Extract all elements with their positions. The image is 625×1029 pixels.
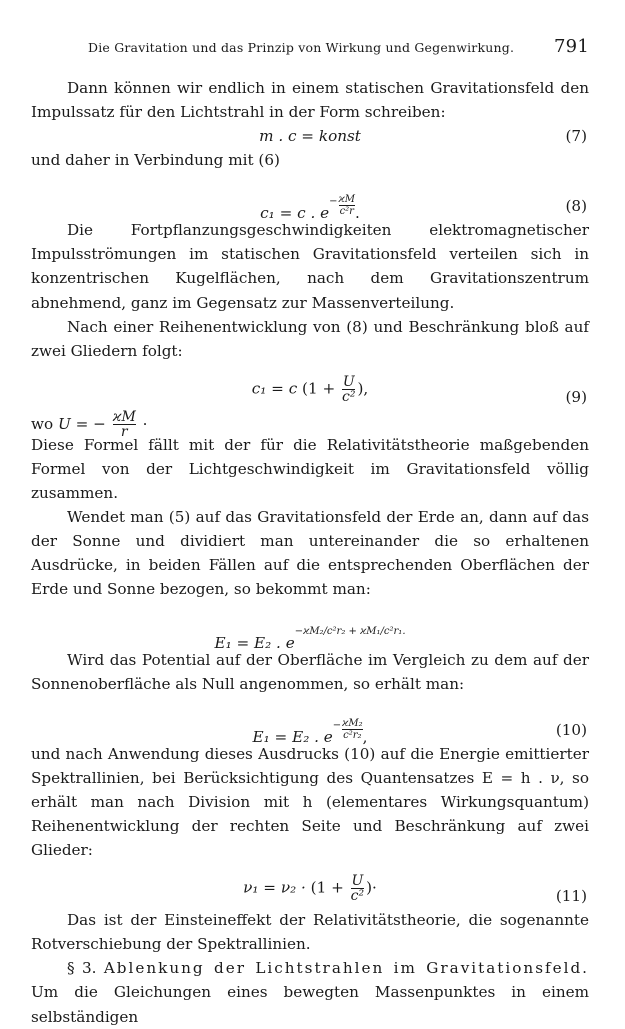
equation-11-paren-open: (1 + [310,878,344,897]
equation-7-number: (7) [565,127,587,146]
paragraph-2: und daher in Verbindung mit (6) [31,151,280,170]
equation-9-paren-open: (1 + [302,379,336,398]
equation-10-exp-num: ϰM₂ [342,717,363,729]
running-header [88,36,589,57]
equation-10-lhs: E₁ = E₂ . e [252,727,333,746]
paragraph-10 [31,956,589,1028]
equation-10-exp-den: c²r₂ [343,729,362,741]
equation-11-fraction [351,874,364,903]
paragraph-10-text: Um die Gleichungen eines bewegten Massenpunktes in einem selbständigen [31,983,589,1026]
equation-11-frac-num: U [351,873,364,890]
paragraph-1: Dann können wir endlich in einem statischen Gravitationsfeld den Impulssatz für den Lichtstrahl in der Form schreiben: [31,79,589,122]
equation-8-exp-num: ϰM [338,194,355,206]
equation-8-exponent [339,194,355,217]
paragraph-4: Nach einer Reihenentwicklung von (8) und Beschränkung bloß auf zwei Gliedern folgt: [31,317,589,360]
body-text [31,76,589,1029]
equation-8-exp-den: c²r [339,206,354,218]
section-heading: Ablenkung der Lichtstrahlen im Gravitationsfeld. [103,959,589,978]
equation-9-frac-num: U [342,373,355,390]
page-number: 791 [554,36,589,57]
equation-10-exponent [342,718,362,741]
paragraph-5-prefix: wo [31,414,54,433]
equation-9-number: (9) [565,387,587,406]
u-definition-fraction [113,410,136,439]
equation-unnumbered-exp: −ϰM₂/c²r₂ + ϰM₁/c²r₁. [294,625,406,637]
equation-8-lhs: c₁ = c . e [260,204,330,223]
running-title: Die Gravitation und das Prinzip von Wirkung und Gegenwirkung. [88,40,515,55]
equation-9-frac-den: c² [342,388,356,405]
equation-unnumbered [31,602,589,652]
equation-10-number: (10) [555,720,587,739]
equation-7 [31,124,589,148]
equation-unnumbered-lhs: E₁ = E₂ . e [214,633,295,652]
u-definition-den: r [120,424,128,441]
equation-11-paren-close: )· [366,878,377,897]
equation-9 [31,363,589,409]
paragraph-6: Wendet man (5) auf das Gravitationsfeld der Erde an, dann auf das der Sonne und dividiert man untereinander die so erhaltenen Ausdrücke, in beiden Fällen auf die entsprechenden Oberflächen der Erde und Sonne bezogen, so bekommt man: [31,508,589,599]
equation-10-exp-sign: − [332,719,342,731]
equation-11-frac-den: c² [350,888,365,905]
equation-7-expr: m . c = konst [259,127,361,146]
paragraph-8: und nach Anwendung dieses Ausdrucks (10) auf die Energie emittierter Spektrallinien, bei Berücksichtigung des Quantensatzes E = h . ν, so erhält man nach Division mit h (elementares Wirkungsquantum) Reihenentwicklung der rechten Seite und Beschränkung auf zwei Glieder: [31,744,589,860]
equation-8-exp-sign: − [329,196,338,208]
u-definition-lhs: U = − [57,414,106,433]
u-definition-line: wo U = − $\frac{ϰM}{r}$ · [31,409,148,441]
paragraph-3: Die Fortpflanzungsgeschwindigkeiten elektromagnetischer Impulsströmungen im statischen Gravitationsfeld verteilen sich in konzentrischen Kugelflächen, nach dem Gravitationszentrum abnehmend, ganz im Gegensatz zur Massenverteilung. [31,221,589,312]
equation-11 [31,862,589,908]
equation-9-lhs: c₁ = c [251,379,298,398]
equation-11-number: (11) [555,887,587,906]
paragraph-9: Das ist der Einsteineffekt der Relativitätstheorie, die sogenannte Rotverschiebung der Spektrallinien. [31,911,589,954]
equation-8: c₁ = c . e− $\frac{ϰM}{\text{c²r}}$ . (8) [260,194,587,223]
u-definition-num: ϰM [112,409,136,426]
equation-11-lhs: ν₁ = ν₂ · [243,878,306,897]
equation-10 [31,696,589,746]
section-number: § 3. [67,959,97,978]
equation-9-paren-close: ), [357,379,369,398]
equation-9-fraction [342,375,355,404]
equation-8-number: (8) [565,197,587,216]
equation-10-tail: , [362,727,368,746]
paragraph-7: Wird das Potential auf der Oberfläche im Vergleich zu dem auf der Sonnenoberfläche als Null angenommen, so erhält man: [31,650,589,693]
paragraph-5: Diese Formel fällt mit der für die Relativitätstheorie maßgebenden Formel von der Lichtgeschwindigkeit im Gravitationsfeld völlig zusammen. [31,435,589,503]
